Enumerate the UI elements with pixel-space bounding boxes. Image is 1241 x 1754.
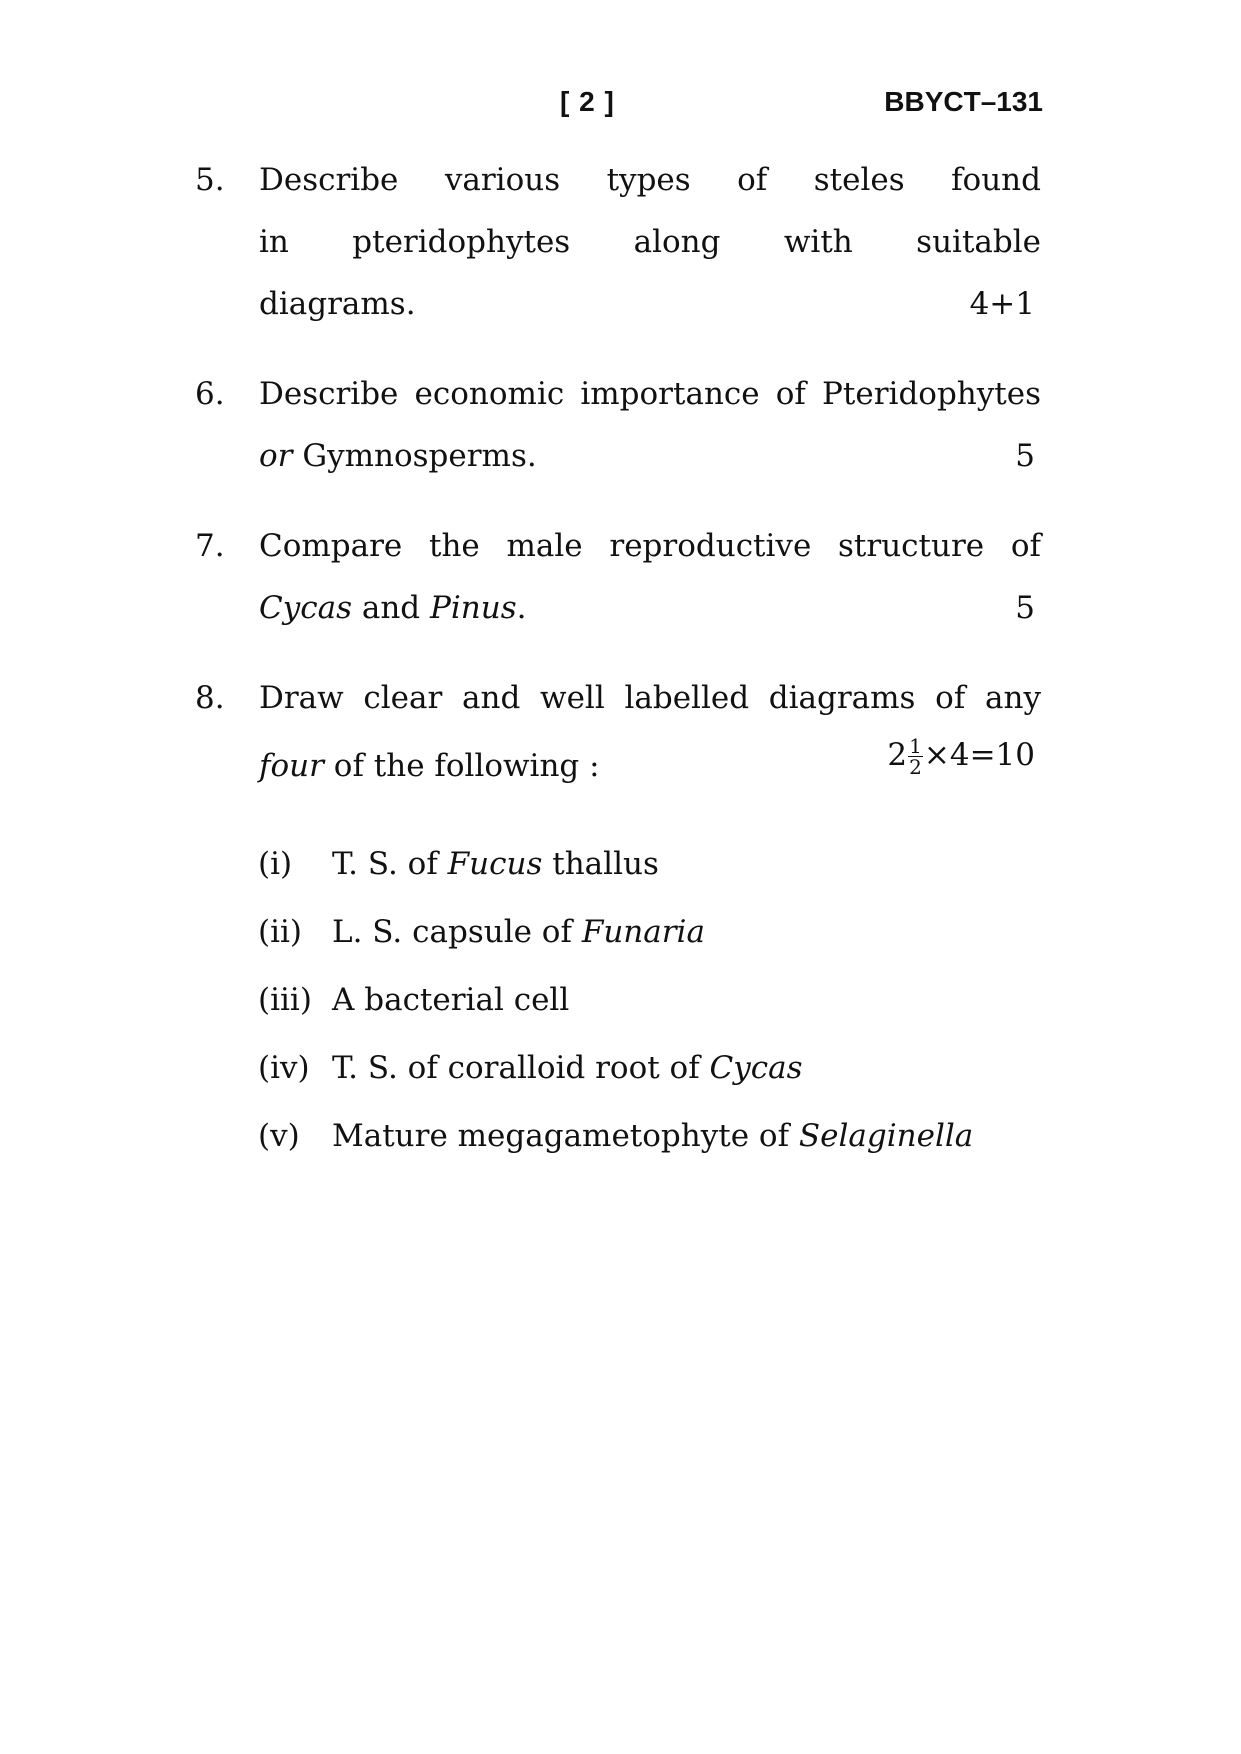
question-marks: 5 <box>1015 438 1035 474</box>
question-text-line: Cycas and Pinus. <box>259 590 527 626</box>
question-marks: 4+1 <box>969 286 1035 322</box>
question-number: 7. <box>195 528 225 564</box>
question-text-line: Describe economic importance of Pteridophytes <box>259 376 1041 412</box>
italic-word: Cycas <box>259 590 352 626</box>
list-item-text: T. S. of coralloid root of Cycas <box>332 1050 803 1086</box>
question-marks: 2 $\frac{1}{2}$ ×4=10 <box>887 734 1035 779</box>
course-code: BBYCT–131 <box>884 86 1043 117</box>
list-item-text: Mature megagametophyte of Selaginella <box>332 1118 974 1154</box>
question-text-line: or Gymnosperms. <box>259 438 537 474</box>
question-text-line: Draw clear and well labelled diagrams of any <box>259 680 1041 716</box>
question-marks: 5 <box>1015 590 1035 626</box>
list-item-label: (iv) <box>258 1050 310 1086</box>
question-text-line: in pteridophytes along with suitable <box>259 224 1041 260</box>
list-item-label: (iii) <box>258 982 312 1018</box>
page-number: [ 2 ] <box>560 86 615 117</box>
list-item-label: (ii) <box>258 914 303 950</box>
question-number: 8. <box>195 680 225 716</box>
italic-word: or <box>259 438 293 474</box>
italic-word: four <box>259 748 324 784</box>
italic-word: Pinus <box>430 590 517 626</box>
question-number: 6. <box>195 376 225 412</box>
fraction: $\frac{1}{2}$ <box>909 734 922 779</box>
list-item-label: (i) <box>258 846 293 882</box>
list-item-text: A bacterial cell <box>332 982 570 1018</box>
question-text-line: Describe various types of steles found <box>259 162 1041 198</box>
question-text-line: four of the following : <box>259 748 600 784</box>
question-text-line: diagrams. <box>259 286 416 322</box>
list-item-text: L. S. capsule of Funaria <box>332 914 705 950</box>
question-text-line: Compare the male reproductive structure of <box>259 528 1041 564</box>
list-item-label: (v) <box>258 1118 300 1154</box>
question-number: 5. <box>195 162 225 198</box>
list-item-text: T. S. of Fucus thallus <box>332 846 659 882</box>
